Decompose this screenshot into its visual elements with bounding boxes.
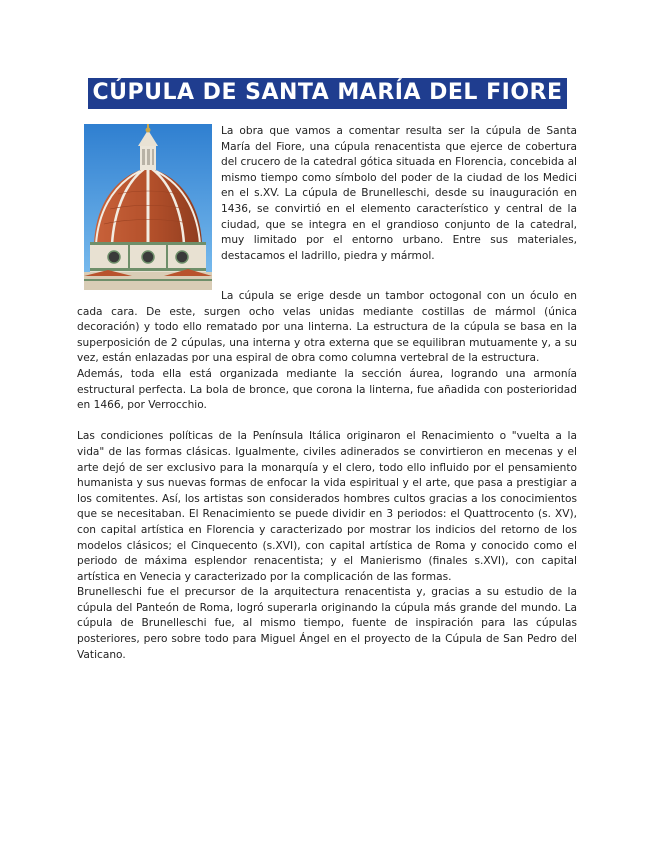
page-title: CÚPULA DE SANTA MARÍA DEL FIORE (88, 78, 566, 109)
paragraph-brunelleschi: Brunelleschi fue el precursor de la arquitectura renacentista y, gracias a su estudio de la cúpula del Panteón de Roma, logró superarla originando la cúpula más grande del mundo. La cúpula de Brunelleschi fue, al mismo tiempo, fuente de inspiración para las cúpulas posteriores, pero sobre todo para Miguel Ángel en el proyecto de la Cúpula de San Pedro del Vaticano. (77, 586, 577, 661)
paragraph-context: Las condiciones políticas de la Península Itálica originaron el Renacimiento o "vuelta a la vida" de las formas clásicas. Igualmente, civiles adinerados se convirtieron en mecenas y el arte dejó de ser exclusivo para la monarquía y el clero, todo ello influido por el pensamiento humanista y sus nuevas formas de enfocar la vida espiritual y el arte, que pasa a prestigiar a los comitentes. Así, los artistas son considerados hombres cultos gracias a los conocimientos que se necesitaban. El Renacimiento se puede dividir en 3 periodos: el Quattrocento (s. XV), con capital artística en Florencia y caracterizado por mostrar los indicios del retorno de los modelos clásicos; el Cinquecento (s.XVI), con capital artística de Roma y conocido como el periodo de máxima esplendor renacentista; y el Manierismo (finales s.XVI), con capital artística en Venecia y caracterizado por la complicación de las formas. (77, 430, 577, 583)
dome-photo (84, 124, 212, 290)
body-text (77, 289, 577, 663)
title-bar (0, 78, 655, 109)
paragraph-golden-ratio: Además, toda ella está organizada mediante la sección áurea, logrando una armonía estructural perfecta. La bola de bronce, que corona la linterna, fue añadida con posterioridad en 1466, por Verrocchio. (77, 367, 577, 412)
intro-paragraph: La obra que vamos a comentar resulta ser la cúpula de Santa María del Fiore, una cúpula renacentista que ejerce de cobertura del crucero de la catedral gótica situada en Florencia, concebida al mismo tiempo como símbolo del poder de la ciudad de los Medici en el s.XV. La cúpula de Brunelleschi, desde su inauguración en 1436, se convirtió en el elemento característico y central de la ciudad, que se integra en el grandioso conjunto de la catedral, muy limitado por el entorno urbano. Entre sus materiales, destacamos el ladrillo, piedra y mármol. (221, 125, 577, 262)
paragraph-structure: La cúpula se erige desde un tambor octogonal con un óculo en cada cara. De este, surgen ocho velas unidas mediante costillas de mármol (única decoración) y todo ello rematado por una linterna. La estructura de la cúpula se basa en la superposición de 2 cúpulas, una interna y otra externa que se equilibran mutuamente y, a su vez, están enlazadas por una espiral de obra como columna vertebral de la estructura. (77, 290, 577, 365)
paragraph-gap (77, 414, 577, 430)
